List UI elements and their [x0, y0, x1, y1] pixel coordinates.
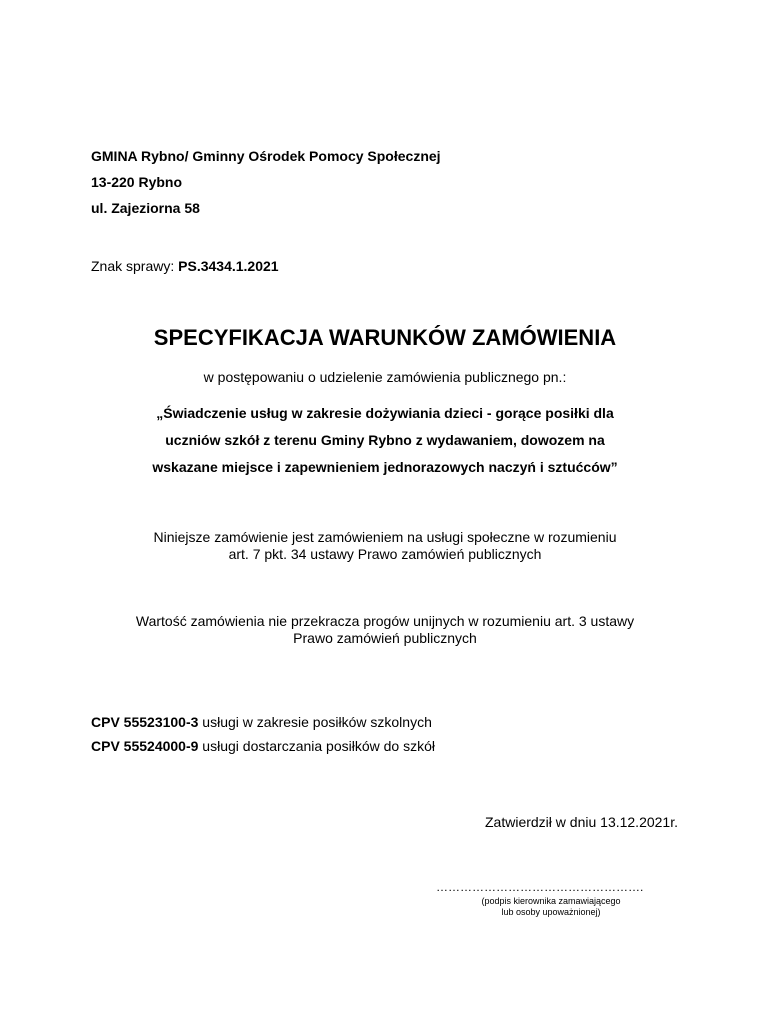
subject-line-2: uczniów szkół z terenu Gminy Rybno z wydawaniem, dowozem na [165, 432, 605, 448]
case-label: Znak sprawy: [91, 258, 179, 274]
signature-line: ……………………………………………. [436, 880, 644, 894]
procurement-subject [0, 400, 770, 481]
header-postal: 13-220 Rybno [91, 174, 183, 190]
cpv-description: usługi dostarczania posiłków do szkół [198, 738, 435, 754]
note-social-services-line-1: Niniejsze zamówienie jest zamówieniem na usługi społeczne w rozumieniu [153, 529, 617, 545]
cpv-description: usługi w zakresie posiłków szkolnych [198, 714, 432, 730]
case-reference [91, 257, 279, 275]
approval-date: Zatwierdził w dniu 13.12.2021r. [485, 814, 678, 830]
case-number: PS.3434.1.2021 [178, 258, 279, 274]
header-institution: GMINA Rybno/ Gminny Ośrodek Pomocy Społecznej [91, 148, 441, 164]
subject-line-3: wskazane miejsce i zapewnieniem jednorazowych naczyń i sztućców” [152, 459, 618, 475]
note-threshold-line-1: Wartość zamówienia nie przekracza progów unijnych w rozumieniu art. 3 ustawy [135, 613, 635, 629]
cpv-code: CPV 55523100-3 [91, 714, 199, 730]
note-social-services-line-2: art. 7 pkt. 34 ustawy Prawo zamówień publicznych [228, 546, 542, 562]
header-street: ul. Zajeziorna 58 [91, 200, 200, 216]
document-title: SPECYFIKACJA WARUNKÓW ZAMÓWIENIA [153, 325, 617, 350]
intro-text: w postępowaniu o udzielenie zamówienia publicznego pn.: [203, 369, 567, 385]
cpv-item [91, 713, 432, 731]
signature-caption-line-1: (podpis kierownika zamawiającego [481, 896, 621, 906]
signature-caption-line-2: lub osoby upoważnionej) [501, 907, 601, 917]
subject-line-1: „Świadczenie usług w zakresie dożywiania dzieci - gorące posiłki dla [156, 405, 614, 421]
cpv-code: CPV 55524000-9 [91, 738, 199, 754]
note-threshold-line-2: Prawo zamówień publicznych [293, 630, 477, 646]
cpv-item [91, 737, 435, 755]
